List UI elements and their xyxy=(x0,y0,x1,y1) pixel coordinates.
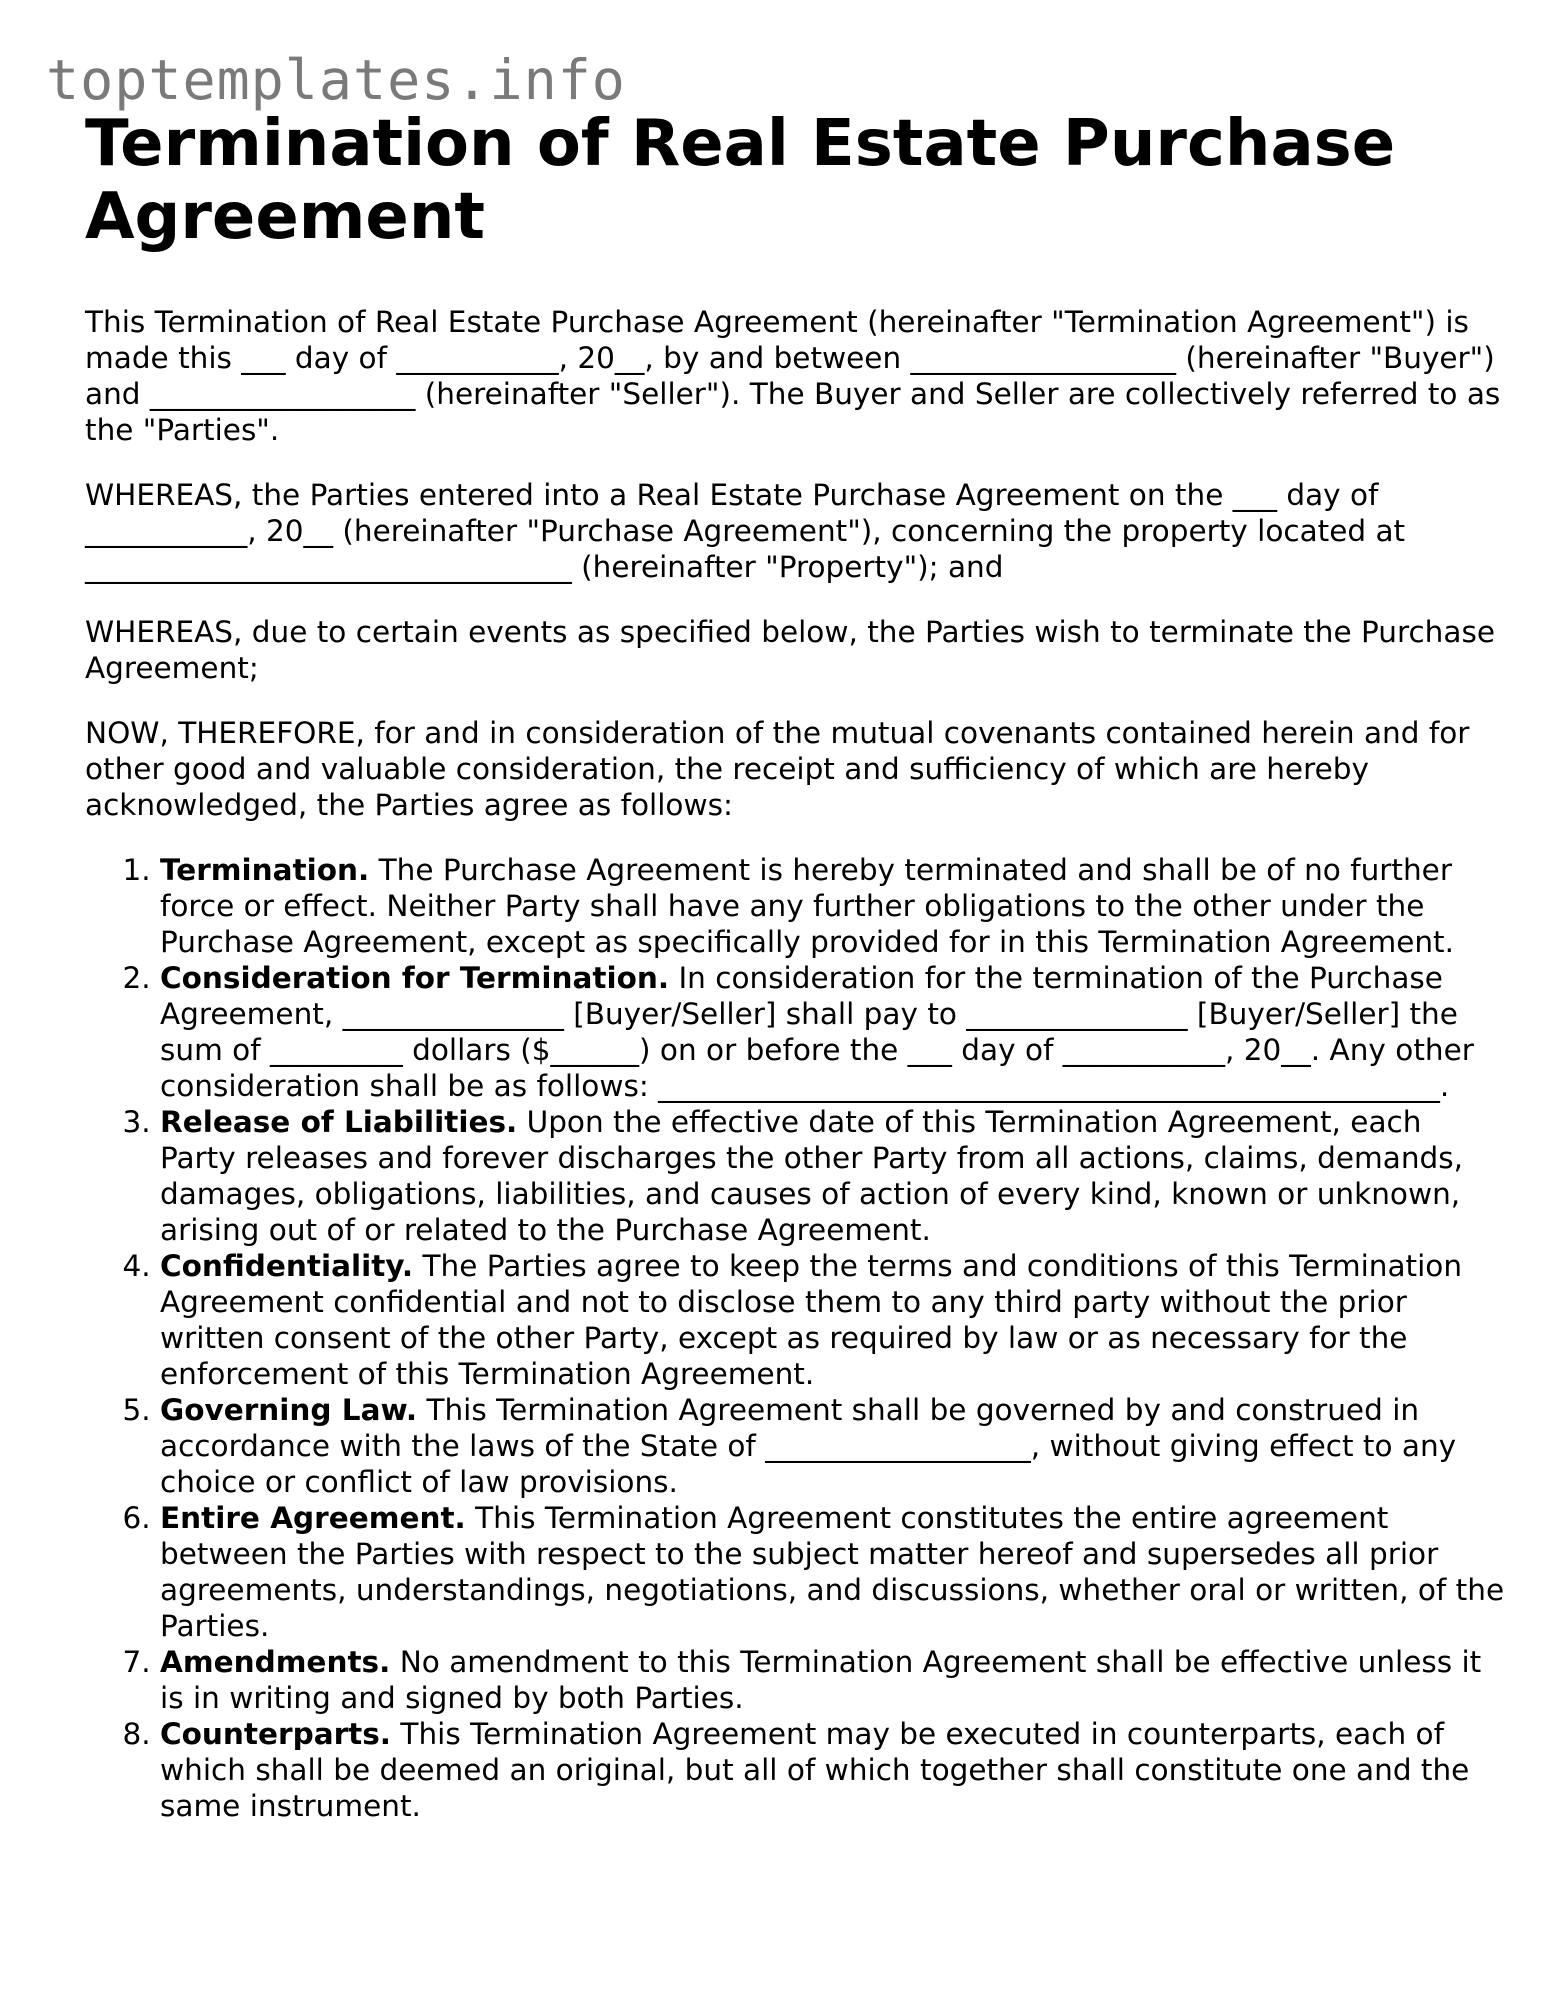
clause-heading: Entire Agreement. xyxy=(160,1501,466,1535)
clause-text: Upon the effective date of this Termination Agreement, each Party releases and forever discharges the other Party from all actions, claims, demands, damages, obligations, liabilities, and causes of action of every kind, known or unknown, arising out of or related to the Purchase Agreement. xyxy=(160,1105,1463,1247)
document-title: Termination of Real Estate Purchase Agreement xyxy=(85,107,1396,254)
clause-text: This Termination Agreement may be executed in counterparts, each of which shall be deemed an original, but all of which together shall constitute one and the same instrument. xyxy=(160,1717,1470,1823)
clause-item xyxy=(160,1392,1505,1500)
clause-text: The Parties agree to keep the terms and conditions of this Termination Agreement confidential and not to disclose them to any third party without the prior written consent of the other Party, except as required by law or as necessary for the enforcement of this Termination Agreement. xyxy=(160,1249,1463,1391)
clause-item xyxy=(160,852,1505,960)
clause-text: The Purchase Agreement is hereby terminated and shall be of no further force or effect. Neither Party shall have any further obligations to the other under the Purchase Agreement, except as specifically provided for in this Termination Agreement. xyxy=(160,853,1454,959)
clause-text: This Termination Agreement constitutes the entire agreement between the Parties with respect to the subject matter hereof and supersedes all prior agreements, understandings, negotiations, and discussions, whether oral or written, of the Parties. xyxy=(160,1501,1505,1643)
clause-item xyxy=(160,1644,1505,1716)
clause-item xyxy=(160,1104,1505,1248)
clause-heading: Confidentiality. xyxy=(160,1249,414,1283)
document-body xyxy=(85,108,1505,1824)
now-therefore-paragraph: NOW, THEREFORE, for and in consideration of the mutual covenants contained herein and for other good and valuable consideration, the receipt and sufficiency of which are hereby acknowledged, the Parties agree as follows: xyxy=(85,716,1470,822)
clause-text: This Termination Agreement shall be governed by and construed in accordance with the laws of the State of __________________, without giving effect to any choice or conflict of law provisions. xyxy=(160,1393,1457,1499)
watermark: toptemplates.info xyxy=(46,48,626,112)
intro-paragraph: This Termination of Real Estate Purchase Agreement (hereinafter "Termination Agreement") is made this ___ day of ___________, 20__, by and between __________________ (hereinafter "Buyer") and __________________ (hereinafter "Seller"). The Buyer and Seller are collectively referred to as the "Parties". xyxy=(85,305,1501,447)
clause-heading: Termination. xyxy=(160,853,370,887)
clause-item xyxy=(160,1500,1505,1644)
clause-list xyxy=(85,852,1505,1824)
whereas-paragraph-1: WHEREAS, the Parties entered into a Real Estate Purchase Agreement on the ___ day of ___________, 20__ (hereinafter "Purchase Agreement"), concerning the property located at _________________________________ (hereinafter "Property"); and xyxy=(85,478,1406,584)
clause-item xyxy=(160,1716,1505,1824)
clause-text: No amendment to this Termination Agreement shall be effective unless it is in writing and signed by both Parties. xyxy=(160,1645,1482,1715)
clause-heading: Governing Law. xyxy=(160,1393,418,1427)
clause-item xyxy=(160,1248,1505,1392)
whereas-paragraph-2: WHEREAS, due to certain events as specified below, the Parties wish to terminate the Purchase Agreement; xyxy=(85,615,1495,685)
clause-heading: Consideration for Termination. xyxy=(160,961,670,995)
clause-heading: Amendments. xyxy=(160,1645,391,1679)
clause-item xyxy=(160,960,1505,1104)
clause-heading: Release of Liabilities. xyxy=(160,1105,518,1139)
clause-heading: Counterparts. xyxy=(160,1717,392,1751)
clause-text: In consideration for the termination of the Purchase Agreement, _______________ [Buyer/Seller] shall pay to _______________ [Buyer/Seller] the sum of _________ dollars ($______) on or before the ___ day of ___________, 20__. Any other consideration shall be as follows: _____________________________________________________. xyxy=(160,961,1474,1103)
